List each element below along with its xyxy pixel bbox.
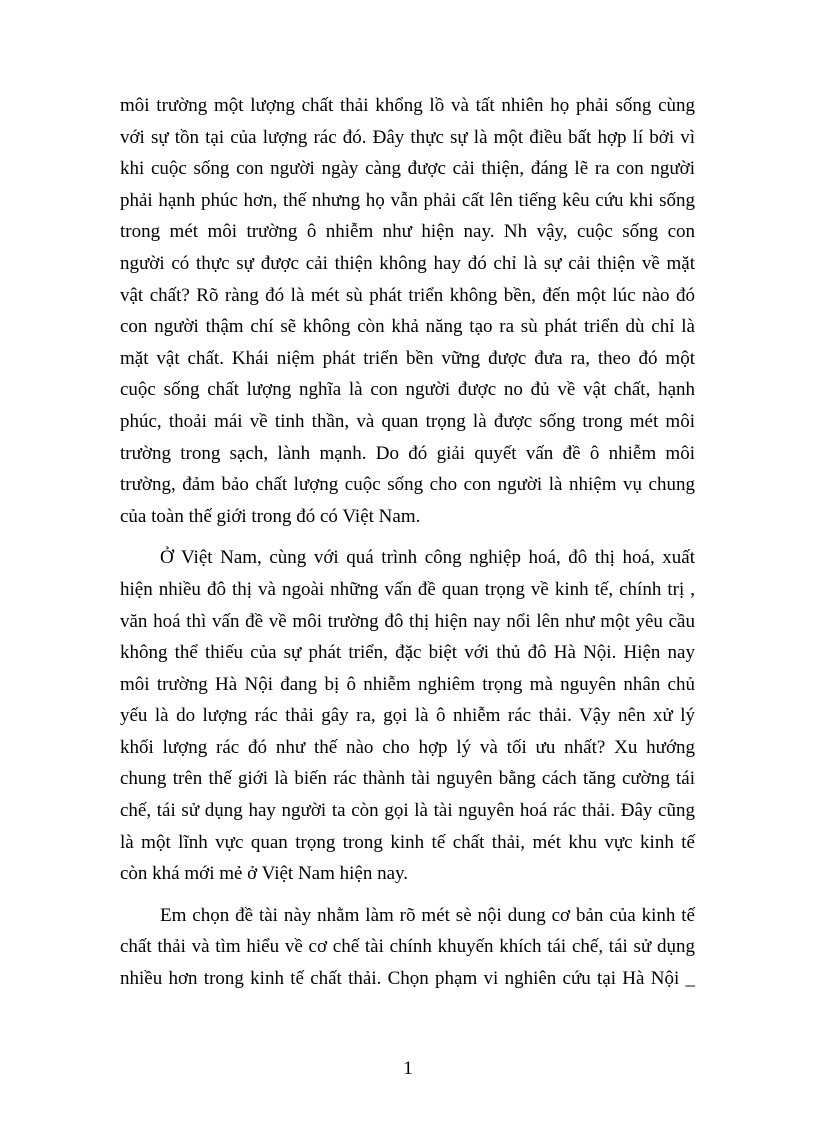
text-line: con người thậm chí sẽ không còn khả năng tạo ra sù phát triển dù chỉ là [120, 316, 695, 338]
paragraph-gap [120, 532, 695, 542]
text-line: là một lĩnh vực quan trọng trong kinh tế chất thải, mét khu vực kinh tế [120, 831, 695, 853]
paragraph-gap [120, 890, 695, 900]
text-line: nhiều hơn trong kinh tế chất thải. Chọn phạm vi nghiên cứu tại Hà Nội _ [120, 968, 695, 990]
paragraph-3 [120, 900, 695, 995]
text-line: cuộc sống chất lượng nghĩa là con người được no đủ về vật chất, hạnh [120, 379, 695, 401]
text-line: Em chọn đề tài này nhằm làm rõ mét sè nội dung cơ bản của kinh tế [160, 904, 695, 926]
page-number: 1 [403, 1058, 413, 1079]
text-line: hiện nhiều đô thị và ngoài những vấn đề quan trọng về kinh tế, chính trị , [120, 578, 695, 600]
text-line: môi trường một lượng chất thải khổng lồ và tất nhiên họ phải sống cùng [120, 95, 695, 116]
text-line: trong mét môi trường ô nhiễm như hiện nay. Nh vậy, cuộc sống con [120, 221, 695, 243]
paragraph-1 [120, 90, 695, 532]
text-line: môi trường Hà Nội đang bị ô nhiễm nghiêm trọng mà nguyên nhân chủ [120, 673, 695, 695]
text-line: chất thải và tìm hiểu về cơ chế tài chính khuyến khích tái chế, tái sử dụng [120, 936, 695, 958]
text-line: mặt vật chất. Khái niệm phát triển bền vững được đưa ra, theo đó một [120, 347, 695, 369]
text-line: văn hoá thì vấn đề về môi trường đô thị hiện nay nổi lên như một yêu cầu [120, 610, 695, 632]
text-line: với sự tồn tại của lượng rác đó. Đây thực sự là một điều bất hợp lí bởi vì [120, 126, 695, 148]
text-line: phúc, thoải mái về tinh thần, và quan trọng là được sống trong mét môi [120, 410, 695, 432]
text-line: khi cuộc sống con người ngày càng được cải thiện, đáng lẽ ra con người [120, 158, 695, 180]
text-line: yếu là do lượng rác thải gây ra, gọi là ô nhiễm rác thải. Vậy nên xử lý [120, 705, 695, 727]
text-line: trường trong sạch, lành mạnh. Do đó giải quyết vấn đề ô nhiễm môi [120, 442, 695, 464]
text-line: còn khá mới mẻ ở Việt Nam hiện nay. [120, 863, 409, 885]
text-line: khối lượng rác đó như thế nào cho hợp lý và tối ưu nhất? Xu hướng [120, 736, 695, 758]
text-line: chung trên thế giới là biến rác thành tài nguyên bằng cách tăng cường tái [120, 768, 695, 790]
text-line: vật chất? Rõ ràng đó là mét sù phát triển không bền, đến một lúc nào đó [120, 284, 695, 306]
text-line: phải hạnh phúc hơn, thế nhưng họ vẫn phải cất lên tiếng kêu cứu khi sống [120, 189, 695, 211]
body-text [120, 90, 695, 995]
text-line: trường, đảm bảo chất lượng cuộc sống cho con người là nhiệm vụ chung [120, 474, 695, 496]
text-line: chế, tái sử dụng hay người ta còn gọi là tài nguyên hoá rác thải. Đây cũng [120, 800, 695, 822]
paragraph-2 [120, 542, 695, 890]
text-line: Ở Việt Nam, cùng với quá trình công nghiệp hoá, đô thị hoá, xuất [160, 547, 695, 569]
text-line: của toàn thế giới trong đó có Việt Nam. [120, 505, 421, 527]
text-line: không thể thiếu của sự phát triển, đặc biệt với thủ đô Hà Nội. Hiện nay [120, 642, 695, 664]
text-line: người có thực sự được cải thiện không hay đó chỉ là sự cải thiện về mặt [120, 252, 695, 274]
